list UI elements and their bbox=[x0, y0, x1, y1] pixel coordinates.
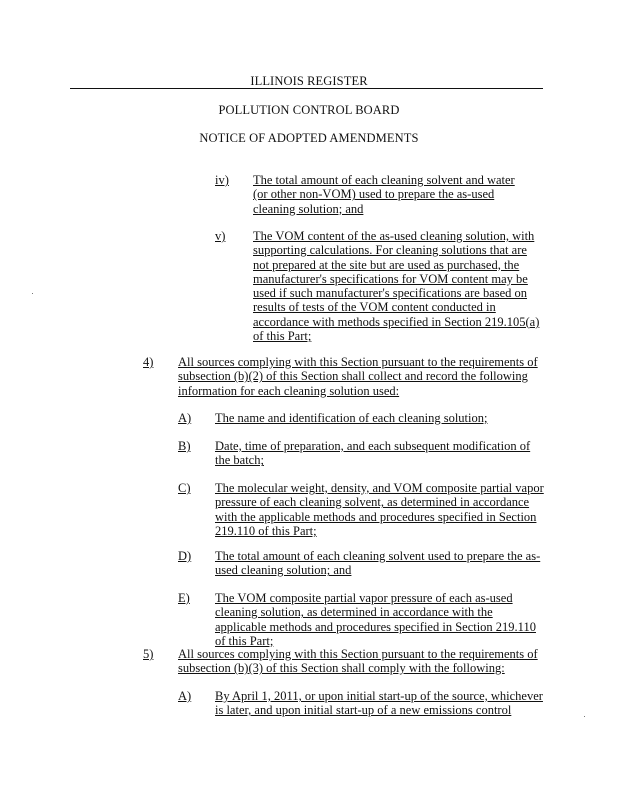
notice-title: NOTICE OF ADOPTED AMENDMENTS bbox=[199, 131, 419, 145]
item-label: 5) bbox=[143, 647, 154, 661]
item-text: The total amount of each cleaning solvent and water (or other non-VOM) used to prepare the as-used cleaning solution; and bbox=[253, 173, 515, 216]
item-text: The VOM composite partial vapor pressure of each as-used cleaning solution, as determined in accordance with the applicable methods and procedures specified in Section 219.110 of this Part; bbox=[215, 591, 536, 648]
board-title: POLLUTION CONTROL BOARD bbox=[218, 103, 400, 117]
item-label: A) bbox=[178, 689, 192, 703]
item-text: The name and identification of each cleaning solution; bbox=[215, 411, 488, 425]
item-text: By April 1, 2011, or upon initial start-up of the source, whichever is later, and upon initial start-up of a new emissions control bbox=[215, 689, 543, 718]
item-label: A) bbox=[178, 411, 192, 425]
item-label: D) bbox=[178, 549, 192, 563]
item-text: The molecular weight, density, and VOM composite partial vapor pressure of each cleaning solvent, as determined in accordance with the applicable methods and procedures specified in Section 219.110 of this Part; bbox=[215, 481, 544, 538]
item-label: v) bbox=[215, 229, 226, 243]
item-label: C) bbox=[178, 481, 191, 495]
item-text: The total amount of each cleaning solvent used to prepare the as-used cleaning solution; and bbox=[215, 549, 541, 578]
scan-speck bbox=[584, 716, 585, 717]
item-text: All sources complying with this Section pursuant to the requirements of subsection (b)(2) of this Section shall collect and record the following information for each cleaning solution used: bbox=[178, 355, 538, 398]
item-label: 4) bbox=[143, 355, 154, 369]
item-text: All sources complying with this Section pursuant to the requirements of subsection (b)(3) of this Section shall comply with the following: bbox=[178, 647, 538, 676]
header-rule bbox=[70, 88, 543, 89]
scan-speck bbox=[32, 293, 33, 294]
item-label: B) bbox=[178, 439, 191, 453]
item-label: E) bbox=[178, 591, 190, 605]
item-text: Date, time of preparation, and each subsequent modification of the batch; bbox=[215, 439, 531, 468]
item-text: The VOM content of the as-used cleaning solution, with supporting calculations. For cleaning solutions that are not prepared at the site but are used as purchased, the manufacturer's specifications for VOM content may be used if such manufacturer's specifications are based on results of tests of the VOM content conducted in accordance with methods specified in Section 219.105(a) of this Part; bbox=[253, 229, 540, 344]
item-label: iv) bbox=[215, 173, 229, 187]
register-title: ILLINOIS REGISTER bbox=[250, 74, 368, 88]
